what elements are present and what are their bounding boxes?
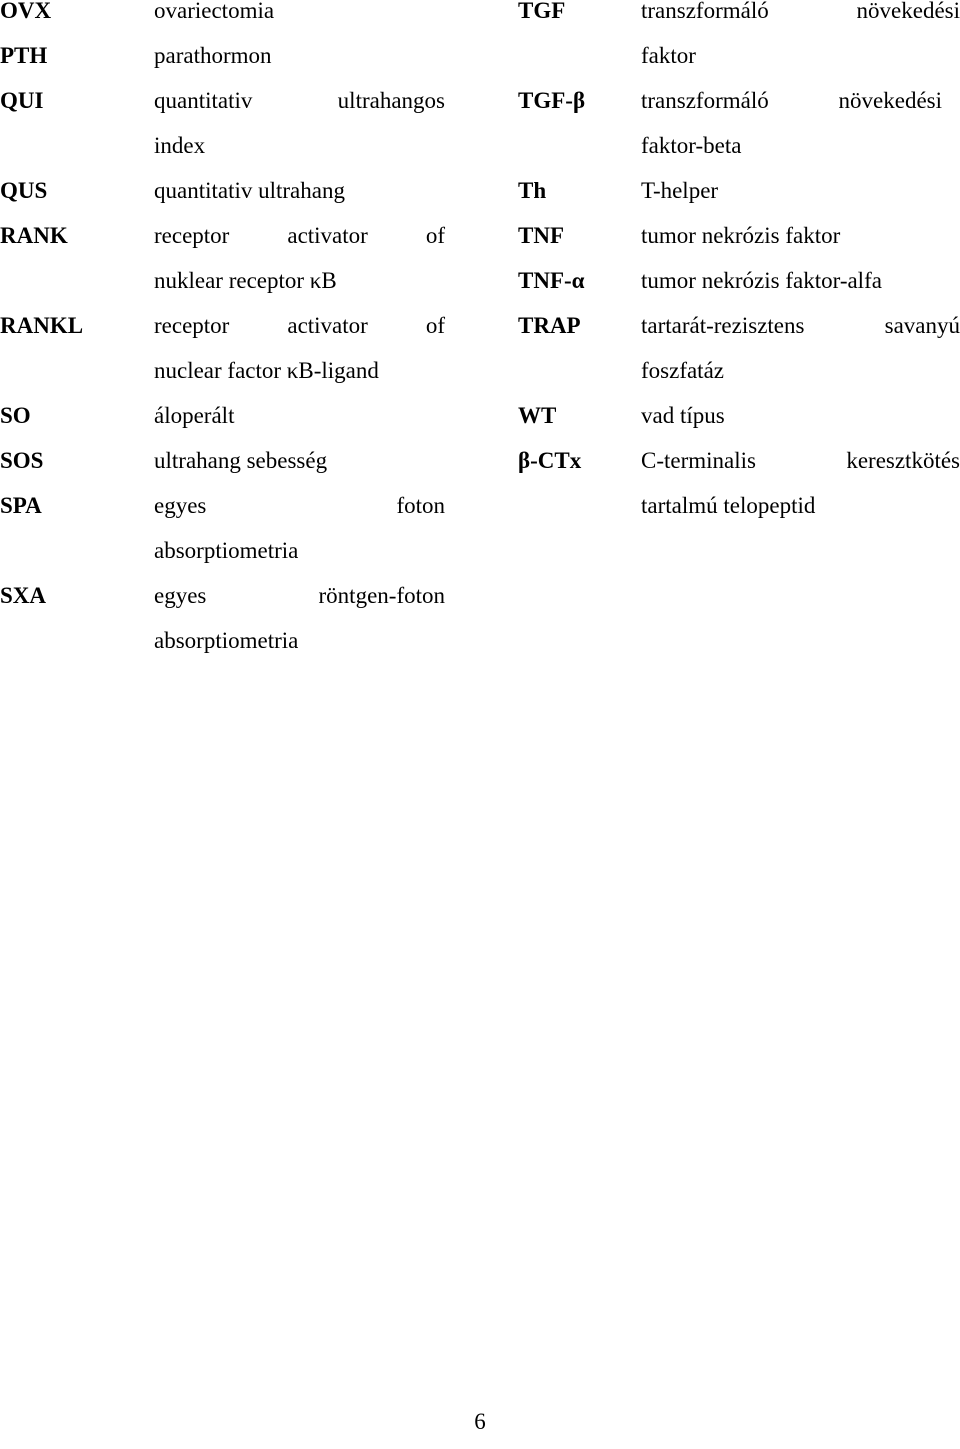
definition-line: transzformáló növekedési [641, 88, 942, 113]
definition [154, 0, 445, 33]
abbreviation: β-CTx [518, 448, 582, 473]
abbreviation: TNF [518, 223, 564, 248]
definition-line: nuklear receptor κB [154, 268, 337, 293]
definition [154, 33, 445, 78]
entry-tnf [518, 213, 960, 258]
definition-line: receptor activator of [154, 223, 445, 248]
entry-qus [0, 168, 445, 213]
definition-line: transzformáló növekedési [641, 0, 960, 23]
entry-ovx [0, 0, 445, 33]
definition [641, 168, 960, 213]
definition-line: nuclear factor κB-ligand [154, 358, 379, 383]
definition-line: absorptiometria [154, 538, 299, 563]
definition [641, 258, 960, 303]
entry-tnf-alpha [518, 258, 960, 303]
definition-line: faktor [641, 43, 696, 68]
definition-line: tumor nekrózis faktor-alfa [641, 268, 882, 293]
abbreviation: TGF [518, 0, 566, 23]
abbreviation: OVX [0, 0, 52, 23]
abbreviation: RANKL [0, 313, 84, 338]
entry-beta-ctx [518, 438, 960, 528]
abbreviation: SOS [0, 448, 44, 473]
definition-line: tumor nekrózis faktor [641, 223, 841, 248]
abbreviation: RANK [0, 223, 68, 248]
definition [154, 168, 445, 213]
entry-qui [0, 78, 445, 168]
definition-line: egyes röntgen-foton [154, 583, 445, 608]
definition-line: T-helper [641, 178, 719, 203]
entry-tgf-beta [518, 78, 960, 168]
abbreviation: TRAP [518, 313, 581, 338]
abbreviation: SXA [0, 583, 47, 608]
entry-spa [0, 483, 445, 573]
abbreviations-right-column [518, 0, 960, 528]
definition [154, 438, 445, 483]
definition [641, 303, 960, 393]
definition-line: ovariectomia [154, 0, 275, 23]
definition-line: vad típus [641, 403, 725, 428]
definition-line: receptor activator of [154, 313, 445, 338]
definition-line: ultrahang sebesség [154, 448, 328, 473]
definition-line: faktor-beta [641, 133, 742, 158]
definition [641, 0, 960, 78]
definition-line: quantitativ ultrahangos [154, 88, 445, 113]
abbreviation: SPA [0, 493, 42, 518]
definition [154, 573, 445, 663]
definition-line: index [154, 133, 206, 158]
definition-line: foszfatáz [641, 358, 724, 383]
entry-so [0, 393, 445, 438]
definition [641, 393, 960, 438]
definition-line: egyes foton [154, 493, 445, 518]
definition [154, 483, 445, 573]
definition [154, 393, 445, 438]
definition-line: áloperált [154, 403, 235, 428]
definition-line: quantitativ ultrahang [154, 178, 345, 203]
definition [154, 303, 445, 393]
entry-wt [518, 393, 960, 438]
abbreviation: TGF-β [518, 88, 586, 113]
definition [641, 78, 960, 168]
definition-line: parathormon [154, 43, 272, 68]
entry-rankl [0, 303, 445, 393]
definition-line: C-terminalis keresztkötés [641, 448, 960, 473]
definition [154, 213, 445, 303]
entry-sxa [0, 573, 445, 663]
page-number: 6 [474, 1409, 486, 1434]
definition-line: tartarát-rezisztens savanyú [641, 313, 960, 338]
abbreviation: WT [518, 403, 557, 428]
definition [641, 213, 960, 258]
definition-line: tartalmú telopeptid [641, 493, 816, 518]
abbreviation: QUS [0, 178, 48, 203]
definition-line: absorptiometria [154, 628, 299, 653]
entry-sos [0, 438, 445, 483]
abbreviation: QUI [0, 88, 44, 113]
entry-rank [0, 213, 445, 303]
definition [154, 78, 445, 168]
abbreviation: TNF-α [518, 268, 585, 293]
entry-tgf [518, 0, 960, 78]
abbreviation: Th [518, 178, 547, 203]
entry-pth [0, 33, 445, 78]
entry-th [518, 168, 960, 213]
abbreviation: PTH [0, 43, 48, 68]
abbreviation: SO [0, 403, 31, 428]
entry-trap [518, 303, 960, 393]
abbreviations-left-column [0, 0, 445, 663]
definition [641, 438, 960, 528]
